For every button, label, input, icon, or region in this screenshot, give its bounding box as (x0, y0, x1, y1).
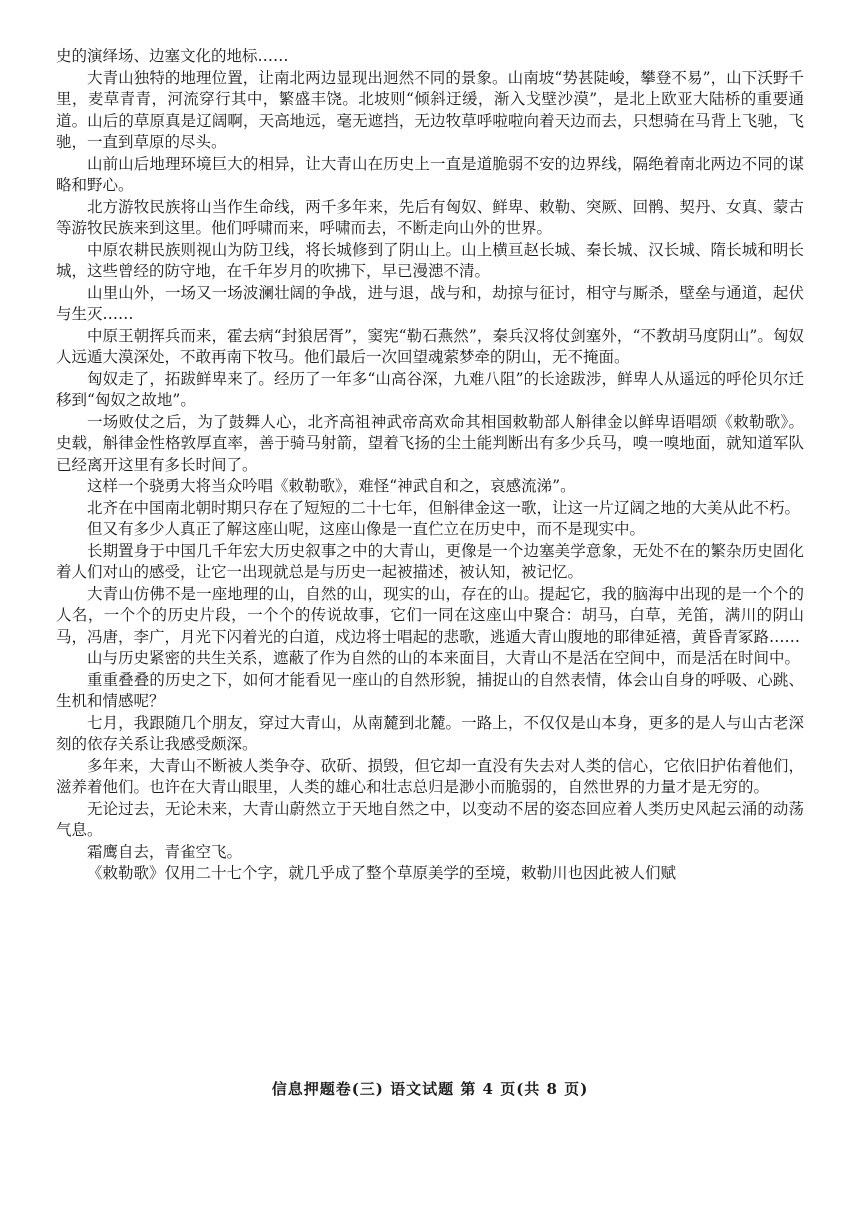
article-body (56, 46, 804, 885)
paragraph: 无论过去，无论未来，大青山蔚然立于天地自然之中，以变动不居的姿态回应着人类历史风起云涌的动荡气息。 (56, 799, 804, 839)
page-footer: 信息押题卷(三) 语文试题 第 4 页(共 8 页) (271, 1080, 589, 1098)
paragraph: 中原王朝挥兵而来，霍去病“封狼居胥”，窦宪“勒石燕然”，秦兵汉将仗剑塞外，“不教胡马度阴山”。匈奴人远遁大漠深处，不敢再南下牧马。他们最后一次回望魂萦梦牵的阴山，无不掩面。 (56, 326, 804, 366)
paragraph: 长期置身于中国几千年宏大历史叙事之中的大青山，更像是一个边塞美学意象，无处不在的繁杂历史固化着人们对山的感受，让它一出现就总是与历史一起被描述，被认知，被记忆。 (56, 541, 804, 581)
paragraph: 七月，我跟随几个朋友，穿过大青山，从南麓到北麓。一路上，不仅仅是山本身，更多的是人与山古老深刻的依存关系让我感受颇深。 (56, 713, 804, 753)
paragraph: 北齐在中国南北朝时期只存在了短短的二十七年，但斛律金这一歌，让这一片辽阔之地的大美从此不朽。 (87, 498, 801, 517)
paragraph: 霜鹰自去，青雀空飞。 (87, 842, 243, 861)
paragraph: 多年来，大青山不断被人类争夺、砍斫、损毁，但它却一直没有失去对人类的信心，它依旧护佑着他们，滋养着他们。也许在大青山眼里，人类的雄心和壮志总归是渺小而脆弱的，自然世界的力量才是无穷的。 (56, 756, 804, 796)
paragraph: 重重叠叠的历史之下，如何才能看见一座山的自然形貌，捕捉山的自然表情，体会山自身的呼吸、心跳、生机和情感呢？ (56, 670, 804, 710)
paragraph: 中原农耕民族则视山为防卫线，将长城修到了阴山上。山上横亘赵长城、秦长城、汉长城、隋长城和明长城，这些曾经的防守地，在千年岁月的吹拂下，早已漫漶不清。 (56, 240, 804, 280)
paragraph: 这样一个骁勇大将当众吟唱《敕勒歌》，难怪“神武自和之，哀感流涕”。 (87, 477, 576, 495)
paragraph: 北方游牧民族将山当作生命线，两千多年来，先后有匈奴、鲜卑、敕勒、突厥、回鹘、契丹、女真、蒙古等游牧民族来到这里。他们呼啸而来，呼啸而去，不断走向山外的世界。 (56, 197, 804, 237)
paragraph: 但又有多少人真正了解这座山呢，这座山像是一直伫立在历史中，而不是现实中。 (87, 520, 646, 538)
paragraph: 史的演绎场、边塞文化的地标…… (56, 47, 289, 65)
paragraph: 匈奴走了，拓跋鲜卑来了。经历了一年多“山高谷深，九难八阻”的长途跋涉，鲜卑人从遥远的呼伦贝尔迁移到“匈奴之故地”。 (56, 369, 804, 409)
paragraph: 山前山后地理环境巨大的相异，让大青山在历史上一直是道脆弱不安的边界线，隔绝着南北两边不同的谋略和野心。 (56, 154, 804, 194)
paragraph: 山与历史紧密的共生关系，遮蔽了作为自然的山的本来面目，大青山不是活在空间中，而是活在时间中。 (87, 649, 801, 667)
paragraph: 大青山独特的地理位置，让南北两边显现出迥然不同的景象。山南坡“势甚陡峻，攀登不易”，山下沃野千里，麦草青青，河流穿行其中，繁盛丰饶。北坡则“倾斜迂缓，渐入戈壁沙漠”，是北上欧亚大陆桥的重要通道。山后的草原真是辽阔啊，天高地远，毫无遮挡，无边牧草呼啦啦向着天边而去，只想骑在马背上飞驰，飞驰，一直到草原的尽头。 (56, 68, 804, 151)
paragraph: 山里山外，一场又一场波澜壮阔的争战，进与退，战与和，劫掠与征讨，相守与厮杀，壁垒与通道，起伏与生灭…… (56, 283, 804, 323)
paragraph: 《敕勒歌》仅用二十七个字，就几乎成了整个草原美学的至境，敕勒川也因此被人们赋 (87, 864, 677, 882)
paragraph: 大青山仿佛不是一座地理的山，自然的山，现实的山，存在的山。提起它，我的脑海中出现的是一个个的人名，一个个的历史片段，一个个的传说故事，它们一同在这座山中聚合：胡马，白草，羌笛，满川的阴山马，冯唐，李广，月光下闪着光的白道，戍边将士唱起的悲歌，逃遁大青山腹地的耶律延禧，黄昏青冢路…… (56, 584, 804, 646)
paragraph: 一场败仗之后，为了鼓舞人心，北齐高祖神武帝高欢命其相国敕勒部人斛律金以鲜卑语唱颂《敕勒歌》。史载，斛律金性格敦厚直率，善于骑马射箭，望着飞扬的尘土能判断出有多少兵马，嗅一嗅地面，就知道军队已经离开这里有多长时间了。 (56, 412, 804, 474)
